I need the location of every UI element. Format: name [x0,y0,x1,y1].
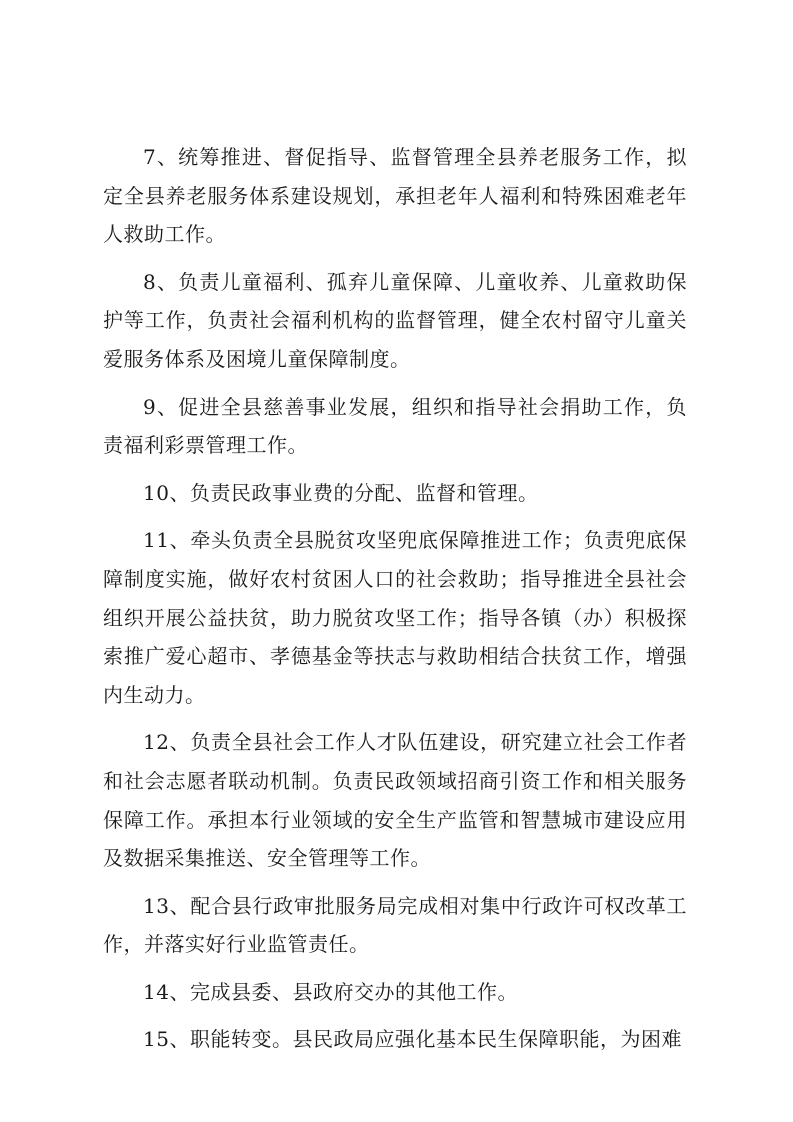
paragraph-item-8: 8、负责儿童福利、孤弃儿童保障、儿童收养、儿童救助保护等工作，负责社会福利机构的监督管理，健全农村留守儿童关爱服务体系及困境儿童保障制度。 [103,269,687,371]
document-body [103,138,687,1068]
paragraph-item-9: 9、促进全县慈善事业发展，组织和指导社会捐助工作，负责福利彩票管理工作。 [103,394,687,458]
paragraph-item-14: 14、完成县委、县政府交办的其他工作。 [143,979,518,1004]
paragraph-item-12: 12、负责全县社会工作人才队伍建设，研究建立社会工作者和社会志愿者联动机制。负责民政领域招商引资工作和相关服务保障工作。承担本行业领域的安全生产监管和智慧城市建设应用及数据采集推送、安全管理等工作。 [103,730,687,871]
paragraph-item-11: 11、牵头负责全县脱贫攻坚兜底保障推进工作；负责兜底保障制度实施，做好农村贫困人口的社会救助；指导推进全县社会组织开展公益扶贫，助力脱贫攻坚工作；指导各镇（办）积极探索推广爱心超市、孝德基金等扶志与救助相结合扶贫工作，增强内生动力。 [103,528,687,707]
paragraph-item-15: 15、职能转变。县民政局应强化基本民生保障职能，为困难 [143,1027,682,1052]
paragraph-item-13: 13、配合县行政审批服务局完成相对集中行政许可权改革工作，并落实好行业监管责任。 [103,893,687,957]
paragraph-item-10: 10、负责民政事业费的分配、监督和管理。 [143,480,539,505]
paragraph-item-7: 7、统筹推进、督促指导、监督管理全县养老服务工作，拟定全县养老服务体系建设规划，承担老年人福利和特殊困难老年人救助工作。 [103,145,687,247]
